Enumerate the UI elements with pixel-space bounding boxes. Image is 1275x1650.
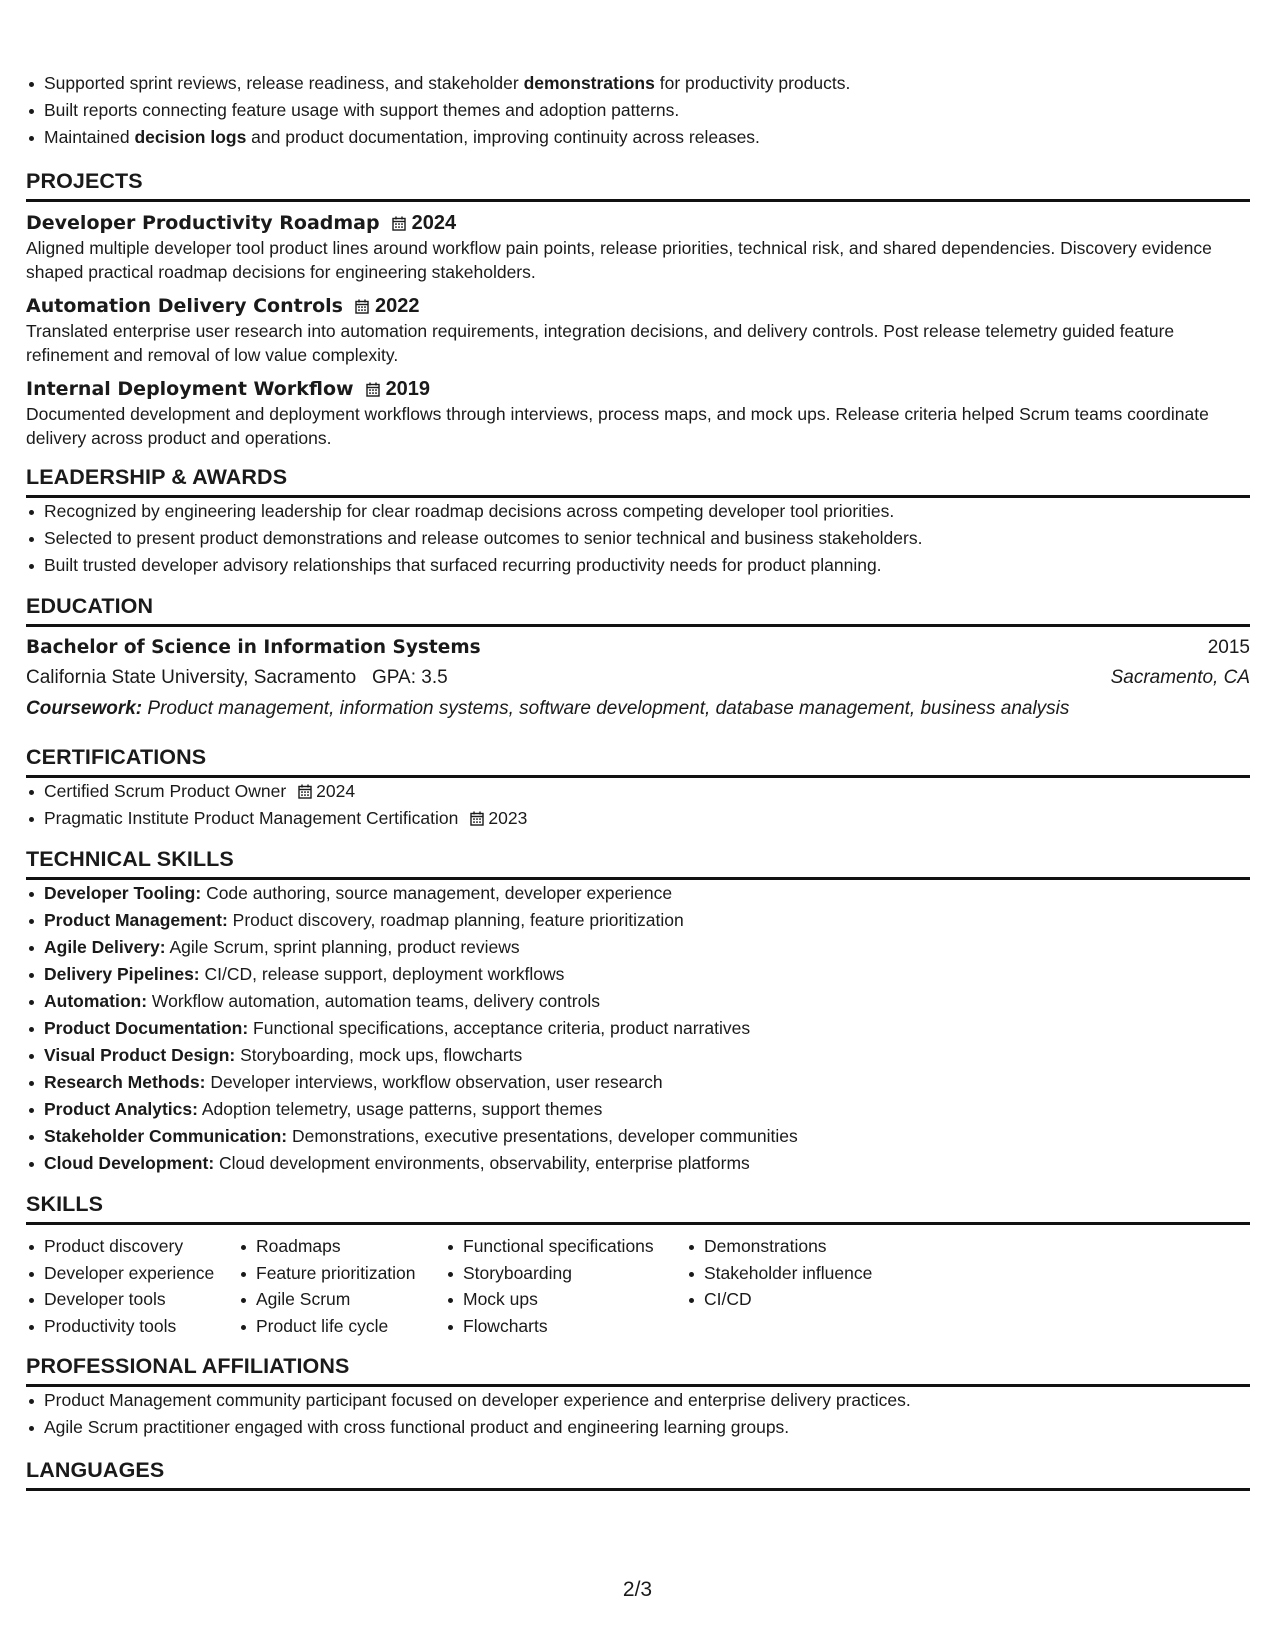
list-item: Mock ups xyxy=(463,1286,686,1313)
list-item: Agile Delivery: Agile Scrum, sprint planning, product reviews xyxy=(44,934,1250,961)
gpa: GPA: 3.5 xyxy=(372,667,448,688)
list-item: Product Documentation: Functional specifications, acceptance criteria, product narratives xyxy=(44,1015,1250,1042)
list-item: Agile Scrum practitioner engaged with cross functional product and engineering learning groups. xyxy=(44,1414,1250,1441)
skills-column xyxy=(238,1233,445,1339)
affiliations-section xyxy=(26,1354,1250,1441)
list-item: CI/CD xyxy=(704,1286,926,1313)
list-item: Built trusted developer advisory relationships that surfaced recurring productivity needs for product planning. xyxy=(44,552,1250,579)
coursework: Coursework: Product management, information systems, software development, database management, business analysis xyxy=(26,698,1070,719)
resume-page xyxy=(26,70,1250,1491)
list-item: Recognized by engineering leadership for clear roadmap decisions across competing developer tool priorities. xyxy=(44,498,1250,525)
list-item: Feature prioritization xyxy=(256,1260,445,1287)
section-title: SKILLS xyxy=(26,1192,1250,1225)
section-title: PROFESSIONAL AFFILIATIONS xyxy=(26,1354,1250,1387)
school-location: Sacramento, CA xyxy=(1110,667,1250,688)
list-item: Storyboarding xyxy=(463,1260,686,1287)
list-item: Productivity tools xyxy=(44,1313,238,1340)
school-name: California State University, Sacramento xyxy=(26,667,357,688)
list-item: Maintained decision logs and product documentation, improving continuity across releases. xyxy=(44,124,1250,151)
project-description: Aligned multiple developer tool product lines around workflow pain points, release priorities, technical risk, and shared dependencies. Discovery evidence shaped practical roadmap decisions for engineering stakeholders. xyxy=(26,238,1212,282)
skills-section xyxy=(26,1192,1250,1339)
list-item: Built reports connecting feature usage with support themes and adoption patterns. xyxy=(44,97,1250,124)
list-item: Product Management: Product discovery, roadmap planning, feature prioritization xyxy=(44,907,1250,934)
skills-grid xyxy=(26,1233,1250,1339)
leadership-list xyxy=(26,498,1250,579)
calendar-icon xyxy=(366,382,380,397)
list-item: Cloud Development: Cloud development environments, observability, enterprise platforms xyxy=(44,1150,1250,1177)
languages-section xyxy=(26,1458,1250,1491)
project-year: 2022 xyxy=(374,295,420,317)
calendar-icon xyxy=(470,811,484,826)
projects-section xyxy=(26,169,1250,450)
list-item: Flowcharts xyxy=(463,1313,686,1340)
affiliations-list xyxy=(26,1387,1250,1441)
list-item: Selected to present product demonstrations and release outcomes to senior technical and business stakeholders. xyxy=(44,525,1250,552)
projects-list xyxy=(26,210,1250,450)
list-item: Certified Scrum Product Owner 2024 xyxy=(44,778,1250,805)
project-name: Automation Delivery Controls xyxy=(26,295,343,317)
technical-skills-list xyxy=(26,880,1250,1177)
page-number: 2/3 xyxy=(622,1578,653,1601)
list-item: Automation: Workflow automation, automation teams, delivery controls xyxy=(44,988,1250,1015)
section-title: TECHNICAL SKILLS xyxy=(26,847,1250,880)
skills-column xyxy=(26,1233,238,1339)
section-title: LEADERSHIP & AWARDS xyxy=(26,465,1250,498)
list-item: Product Management community participant focused on developer experience and enterprise delivery practices. xyxy=(44,1387,1250,1414)
section-title: LANGUAGES xyxy=(26,1458,1250,1491)
calendar-icon xyxy=(355,299,369,314)
project-item xyxy=(26,293,1250,367)
project-year: 2019 xyxy=(385,378,431,400)
education-section xyxy=(26,594,1250,725)
list-item: Roadmaps xyxy=(256,1233,445,1260)
experience-bullets xyxy=(26,70,1250,151)
list-item: Developer tools xyxy=(44,1286,238,1313)
certifications-section xyxy=(26,745,1250,832)
skills-column xyxy=(445,1233,686,1339)
list-item: Product Analytics: Adoption telemetry, usage patterns, support themes xyxy=(44,1096,1250,1123)
project-description: Documented development and deployment workflows through interviews, process maps, and mock ups. Release criteria helped Scrum teams coordinate delivery across product and operations. xyxy=(26,404,1209,448)
section-title: EDUCATION xyxy=(26,594,1250,627)
list-item: Product discovery xyxy=(44,1233,238,1260)
project-item xyxy=(26,376,1250,450)
project-description: Translated enterprise user research into automation requirements, integration decisions, and delivery controls. Post release telemetry guided feature refinement and removal of low value complexity. xyxy=(26,321,1175,365)
section-title: CERTIFICATIONS xyxy=(26,745,1250,778)
list-item: Stakeholder Communication: Demonstrations, executive presentations, developer communities xyxy=(44,1123,1250,1150)
list-item: Research Methods: Developer interviews, workflow observation, user research xyxy=(44,1069,1250,1096)
degree: Bachelor of Science in Information Systems xyxy=(26,637,481,658)
list-item: Stakeholder influence xyxy=(704,1260,926,1287)
project-name: Internal Deployment Workflow xyxy=(26,378,354,400)
project-name: Developer Productivity Roadmap xyxy=(26,212,380,234)
calendar-icon xyxy=(298,784,312,799)
list-item: Pragmatic Institute Product Management Certification 2023 xyxy=(44,805,1250,832)
skills-column xyxy=(686,1233,926,1339)
certifications-list xyxy=(26,778,1250,832)
list-item: Agile Scrum xyxy=(256,1286,445,1313)
leadership-section xyxy=(26,465,1250,579)
project-item xyxy=(26,210,1250,284)
project-year: 2024 xyxy=(411,212,457,234)
list-item: Visual Product Design: Storyboarding, mock ups, flowcharts xyxy=(44,1042,1250,1069)
list-item: Developer Tooling: Code authoring, source management, developer experience xyxy=(44,880,1250,907)
list-item: Functional specifications xyxy=(463,1233,686,1260)
technical-skills-section xyxy=(26,847,1250,1177)
list-item: Demonstrations xyxy=(704,1233,926,1260)
graduation-year: 2015 xyxy=(1207,637,1250,658)
list-item: Supported sprint reviews, release readiness, and stakeholder demonstrations for productivity products. xyxy=(44,70,1250,97)
section-title: PROJECTS xyxy=(26,169,1250,202)
list-item: Developer experience xyxy=(44,1260,238,1287)
calendar-icon xyxy=(392,216,406,231)
list-item: Delivery Pipelines: CI/CD, release support, deployment workflows xyxy=(44,961,1250,988)
list-item: Product life cycle xyxy=(256,1313,445,1340)
